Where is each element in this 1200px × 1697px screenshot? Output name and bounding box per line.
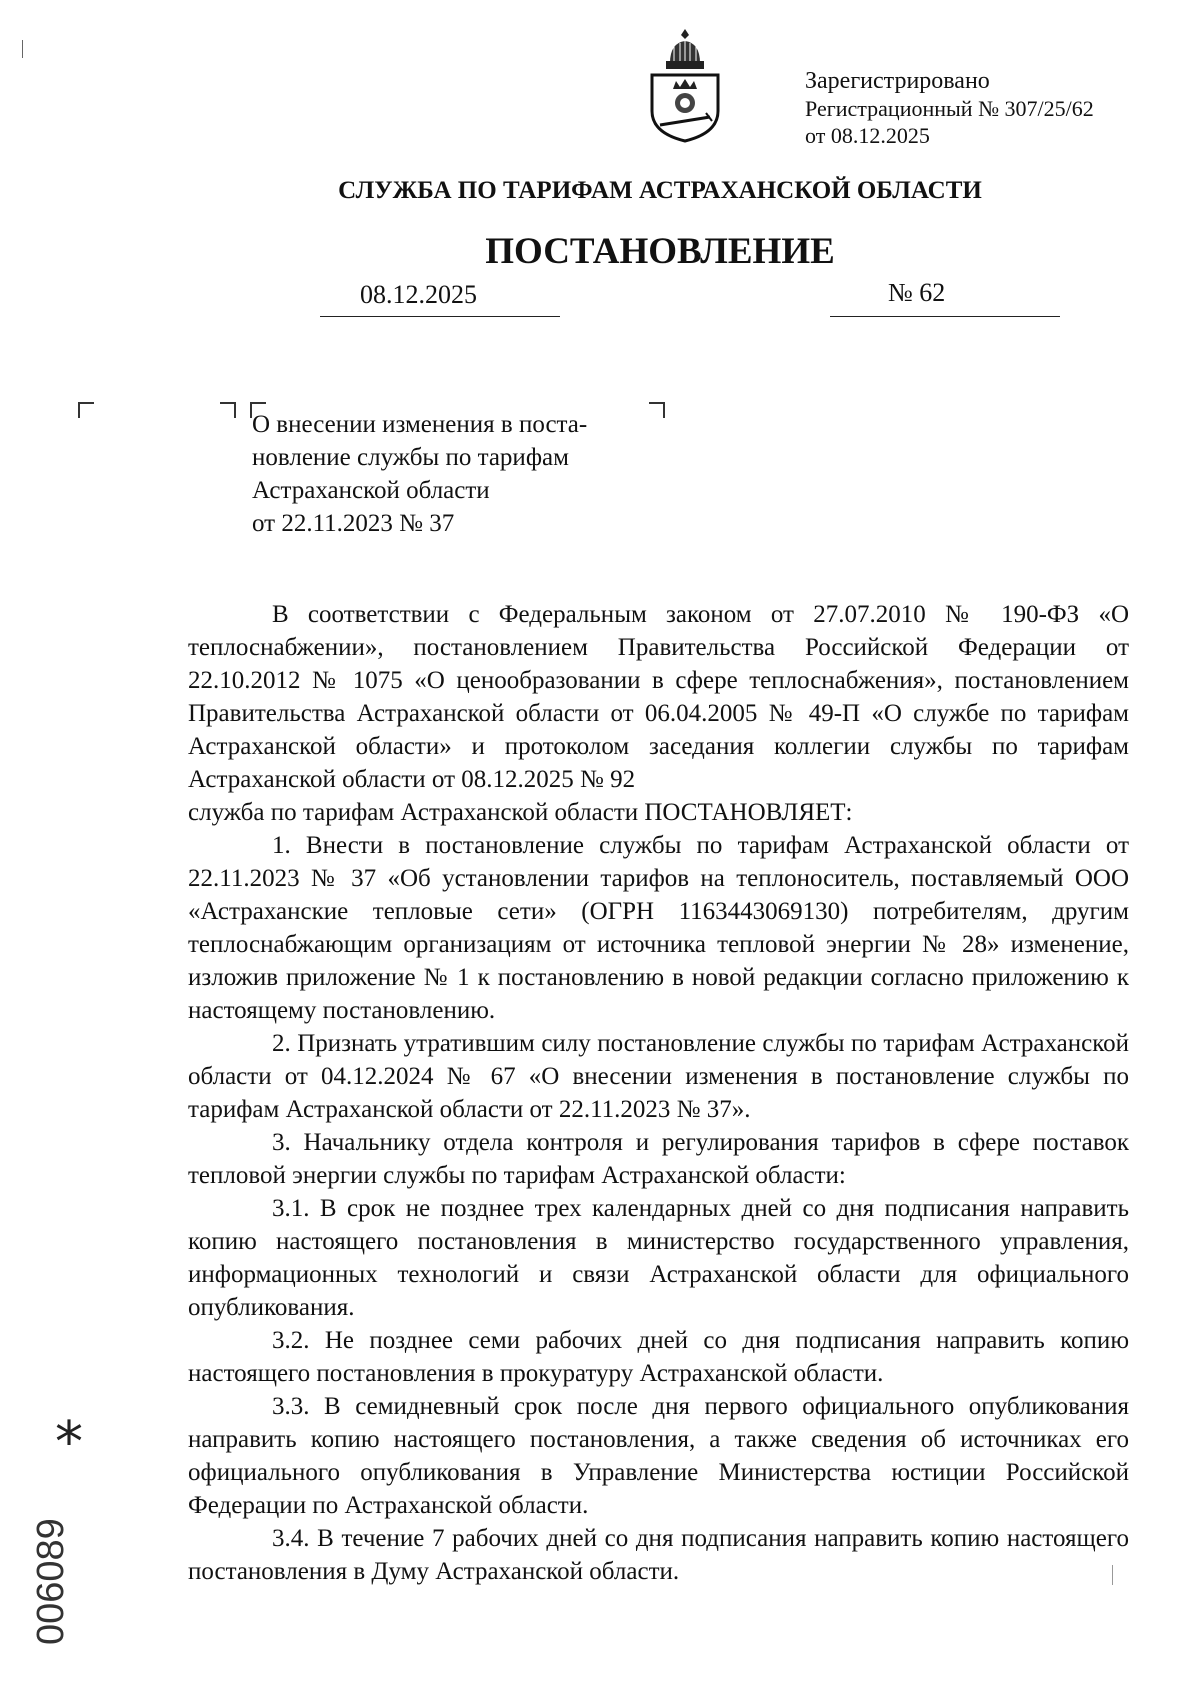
paragraph-3-1: 3.1. В срок не позднее трех календарных дней со дня подписания направить копию настоящего постановления в министерство государственного управления, информационных технологий и связи Астраханской области для официального опубликования. bbox=[188, 1195, 1129, 1321]
subject-line: от 22.11.2023 № 37 bbox=[252, 510, 455, 537]
corner-mark bbox=[78, 402, 94, 418]
document-number: № 62 bbox=[888, 278, 946, 307]
document-body bbox=[188, 598, 1129, 1588]
paragraph-3-4: 3.4. В течение 7 рабочих дней со дня подписания направить копию настоящего постановления в Думу Астраханской области. bbox=[188, 1525, 1129, 1585]
serial-number-text: 006089 bbox=[30, 1518, 72, 1645]
paragraph-3-2: 3.2. Не позднее семи рабочих дней со дня подписания направить копию настоящего постановления в прокуратуру Астраханской области. bbox=[188, 1327, 1129, 1387]
corner-mark bbox=[220, 402, 236, 418]
paragraph-2: 2. Признать утратившим силу постановление службы по тарифам Астраханской области от 04.12.2024 № 67 «О внесении изменения в постановление службы по тарифам Астраханской области от 22.11.2023 № 37». bbox=[188, 1030, 1129, 1123]
paragraph-1: 1. Внести в постановление службы по тарифам Астраханской области от 22.11.2023 № 37 «Об установлении тарифов на теплоноситель, поставляемый ООО «Астраханские тепловые сети» (ОГРН 1163443069130) потребителям, другим теплоснабжающим организациям от источника тепловой энергии № 28» изменение, изложив приложение № 1 к постановлению в новой редакции согласно приложению к настоящему постановлению. bbox=[188, 832, 1129, 1024]
registration-block bbox=[805, 67, 1094, 150]
agency-name: СЛУЖБА ПО ТАРИФАМ АСТРАХАНСКОЙ ОБЛАСТИ bbox=[338, 177, 982, 204]
registration-date: от 08.12.2025 bbox=[805, 123, 930, 149]
corner-mark bbox=[649, 402, 665, 418]
margin-asterisk: * bbox=[55, 1410, 83, 1475]
number-underline bbox=[830, 316, 1060, 317]
resolution-clause: служба по тарифам Астраханской области ПОСТАНОВЛЯЕТ: bbox=[188, 799, 853, 826]
registration-status: Зарегистрировано bbox=[805, 68, 990, 94]
subject-line: новление службы по тарифам bbox=[252, 444, 569, 471]
document-type: ПОСТАНОВЛЕНИЕ bbox=[485, 231, 835, 272]
coat-of-arms-icon bbox=[640, 25, 730, 145]
subject-line: Астраханской области bbox=[252, 477, 490, 504]
paragraph-3-3: 3.3. В семидневный срок после дня первого официального опубликования направить копию настоящего постановления, а также сведения об источниках его официального опубликования в Управление Министерства юстиции Российской Федерации по Астраханской области. bbox=[188, 1393, 1129, 1519]
date-underline bbox=[320, 316, 560, 317]
registration-number: Регистрационный № 307/25/62 bbox=[805, 96, 1094, 122]
document-subject bbox=[252, 408, 587, 540]
preamble-paragraph: В соответствии с Федеральным законом от 27.07.2010 № 190-ФЗ «О теплоснабжении», постановлением Правительства Российской Федерации от 22.10.2012 № 1075 «О ценообразовании в сфере теплоснабжения», постановлением Правительства Астраханской области от 06.04.2005 № 49-П «О службе по тарифам Астраханской области» и протоколом заседания коллегии службы по тарифам Астраханской области от 08.12.2025 № 92 bbox=[188, 601, 1129, 793]
scan-mark bbox=[1112, 1565, 1113, 1585]
scan-mark bbox=[22, 40, 23, 58]
document-date: 08.12.2025 bbox=[360, 280, 477, 309]
subject-line: О внесении изменения в поста- bbox=[252, 411, 588, 438]
paragraph-3: 3. Начальнику отдела контроля и регулирования тарифов в сфере поставок тепловой энергии службы по тарифам Астраханской области: bbox=[188, 1129, 1129, 1189]
margin-serial-number bbox=[30, 1500, 105, 1650]
